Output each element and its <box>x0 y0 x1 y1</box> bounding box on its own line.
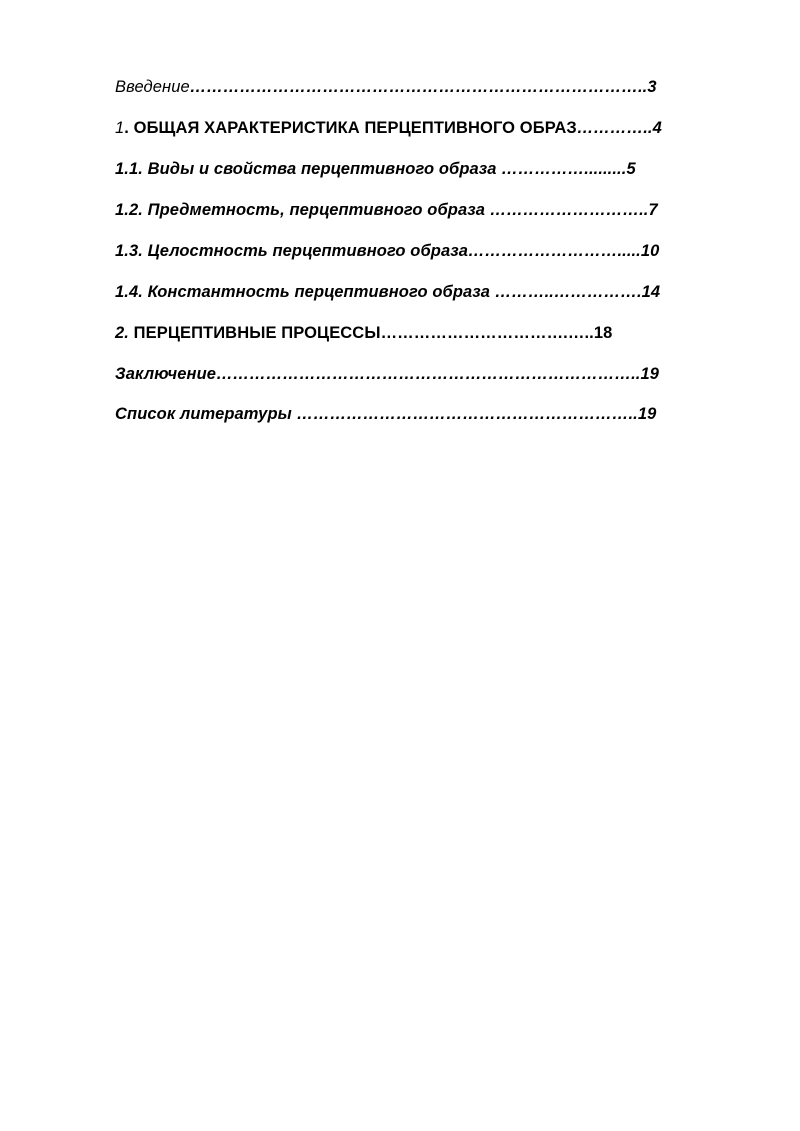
toc-entry-leader: …………………………….….. <box>380 324 594 342</box>
toc-entry-title: Список литературы <box>115 405 297 423</box>
toc-entry-leader: ………..……………. <box>494 283 642 301</box>
toc-entry-page: 7 <box>648 201 658 219</box>
toc-entry-title: 1.2. Предметность, перцептивного образа <box>115 201 490 219</box>
toc-entry-section-1-4 <box>115 281 660 303</box>
toc-entry-page: 3 <box>647 78 657 96</box>
toc-entry-references <box>115 403 656 425</box>
toc-entry-page: 14 <box>641 283 661 301</box>
toc-entry-section-1-3 <box>115 240 659 262</box>
toc-entry-page: 19 <box>637 405 657 423</box>
toc-entry-section-1-1 <box>115 158 636 180</box>
toc-entry-title: 1.4. Константность перцептивного образа <box>115 283 495 301</box>
toc-entry-chapter-1 <box>115 117 662 139</box>
toc-entry-leader: ………………………..... <box>468 242 641 260</box>
toc-entry-page: 10 <box>640 242 660 260</box>
toc-entry-chapter-2 <box>115 322 612 344</box>
toc-entry-conclusion <box>115 363 659 385</box>
toc-entry-leader: ………………………………………………………………….. <box>216 365 641 383</box>
toc-entry-leader: …………………………………………………….. <box>296 405 638 423</box>
toc-entry-page: 5 <box>626 160 636 178</box>
toc-entry-number: 1 <box>115 119 125 137</box>
toc-entry-title: 1.3. Целостность перцептивного образа <box>115 242 469 260</box>
toc-entry-leader: ……………......... <box>501 160 627 178</box>
toc-entry-title: Введение <box>115 78 190 96</box>
toc-entry-leader: ……………………….. <box>489 201 649 219</box>
toc-entry-page: 19 <box>640 365 660 383</box>
toc-entry-number: 2. <box>115 324 129 342</box>
toc-entry-page: 18 <box>593 324 613 342</box>
toc-entry-title: Заключение <box>115 365 217 383</box>
toc-entry-page: 4 <box>652 119 662 137</box>
toc-entry-title: 1.1. Виды и свойства перцептивного образа <box>115 160 502 178</box>
toc-entry-introduction <box>115 76 657 98</box>
toc-entry-title: ПЕРЦЕПТИВНЫЕ ПРОЦЕССЫ <box>128 324 381 342</box>
toc-entry-title: . ОБЩАЯ ХАРАКТЕРИСТИКА ПЕРЦЕПТИВНОГО ОБРАЗ <box>124 119 577 137</box>
toc-entry-leader: ……………………………………………………………………….. <box>189 78 648 96</box>
toc-entry-leader: ………….. <box>576 119 653 137</box>
toc-entry-section-1-2 <box>115 199 658 221</box>
